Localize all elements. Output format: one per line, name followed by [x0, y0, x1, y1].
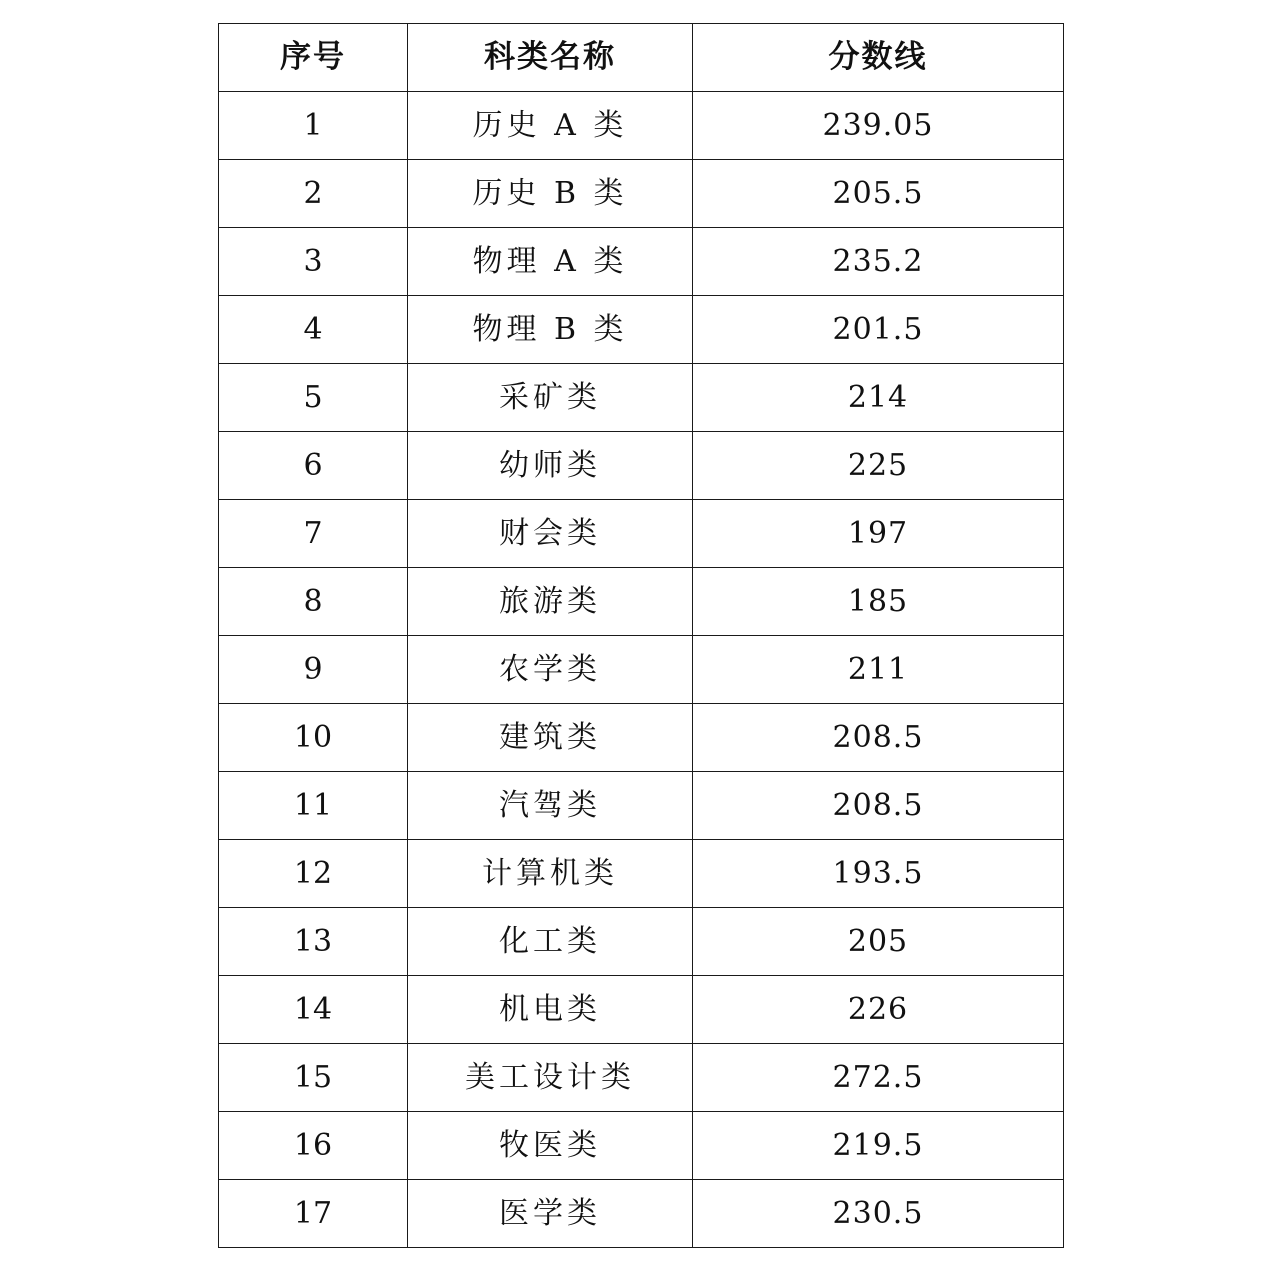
row-category-name: 农学类 [408, 636, 693, 704]
row-category-name: 化工类 [408, 908, 693, 976]
row-index: 5 [219, 364, 408, 432]
row-score-line: 185 [693, 568, 1064, 636]
header-category-name: 科类名称 [408, 24, 693, 92]
row-score-line: 201.5 [693, 296, 1064, 364]
row-category-name: 美工设计类 [408, 1044, 693, 1112]
row-category-name: 建筑类 [408, 704, 693, 772]
row-category-name: 物理 A 类 [408, 228, 693, 296]
row-index: 9 [219, 636, 408, 704]
row-index: 14 [219, 976, 408, 1044]
row-index: 6 [219, 432, 408, 500]
table-header [219, 24, 1064, 92]
row-category-name: 财会类 [408, 500, 693, 568]
row-index: 4 [219, 296, 408, 364]
row-score-line: 208.5 [693, 704, 1064, 772]
table-row [219, 1112, 1064, 1180]
row-index: 12 [219, 840, 408, 908]
table-row [219, 364, 1064, 432]
row-score-line: 211 [693, 636, 1064, 704]
row-category-name: 幼师类 [408, 432, 693, 500]
row-index: 13 [219, 908, 408, 976]
table-row [219, 92, 1064, 160]
table-body [219, 92, 1064, 1248]
row-index: 8 [219, 568, 408, 636]
row-index: 11 [219, 772, 408, 840]
table-row [219, 500, 1064, 568]
table-row [219, 228, 1064, 296]
row-index: 3 [219, 228, 408, 296]
row-category-name: 历史 A 类 [408, 92, 693, 160]
table-row [219, 160, 1064, 228]
row-index: 7 [219, 500, 408, 568]
row-index: 1 [219, 92, 408, 160]
table-row [219, 296, 1064, 364]
header-index: 序号 [219, 24, 408, 92]
table-row [219, 704, 1064, 772]
row-category-name: 机电类 [408, 976, 693, 1044]
row-score-line: 205.5 [693, 160, 1064, 228]
table-row [219, 908, 1064, 976]
row-category-name: 计算机类 [408, 840, 693, 908]
table-row [219, 976, 1064, 1044]
row-score-line: 230.5 [693, 1180, 1064, 1248]
table-row [219, 636, 1064, 704]
table-row [219, 432, 1064, 500]
row-index: 2 [219, 160, 408, 228]
row-category-name: 汽驾类 [408, 772, 693, 840]
row-score-line: 193.5 [693, 840, 1064, 908]
row-category-name: 旅游类 [408, 568, 693, 636]
row-index: 10 [219, 704, 408, 772]
table-row [219, 772, 1064, 840]
row-score-line: 214 [693, 364, 1064, 432]
table-row [219, 568, 1064, 636]
row-score-line: 235.2 [693, 228, 1064, 296]
table-row [219, 1044, 1064, 1112]
row-category-name: 历史 B 类 [408, 160, 693, 228]
row-index: 17 [219, 1180, 408, 1248]
row-score-line: 226 [693, 976, 1064, 1044]
row-score-line: 205 [693, 908, 1064, 976]
table-row [219, 840, 1064, 908]
row-score-line: 272.5 [693, 1044, 1064, 1112]
header-row [219, 24, 1064, 92]
row-score-line: 197 [693, 500, 1064, 568]
row-score-line: 239.05 [693, 92, 1064, 160]
row-category-name: 物理 B 类 [408, 296, 693, 364]
header-score-line: 分数线 [693, 24, 1064, 92]
row-category-name: 采矿类 [408, 364, 693, 432]
row-category-name: 牧医类 [408, 1112, 693, 1180]
score-line-table [218, 23, 1064, 1248]
table-row [219, 1180, 1064, 1248]
row-index: 16 [219, 1112, 408, 1180]
row-category-name: 医学类 [408, 1180, 693, 1248]
row-score-line: 225 [693, 432, 1064, 500]
row-index: 15 [219, 1044, 408, 1112]
row-score-line: 219.5 [693, 1112, 1064, 1180]
row-score-line: 208.5 [693, 772, 1064, 840]
